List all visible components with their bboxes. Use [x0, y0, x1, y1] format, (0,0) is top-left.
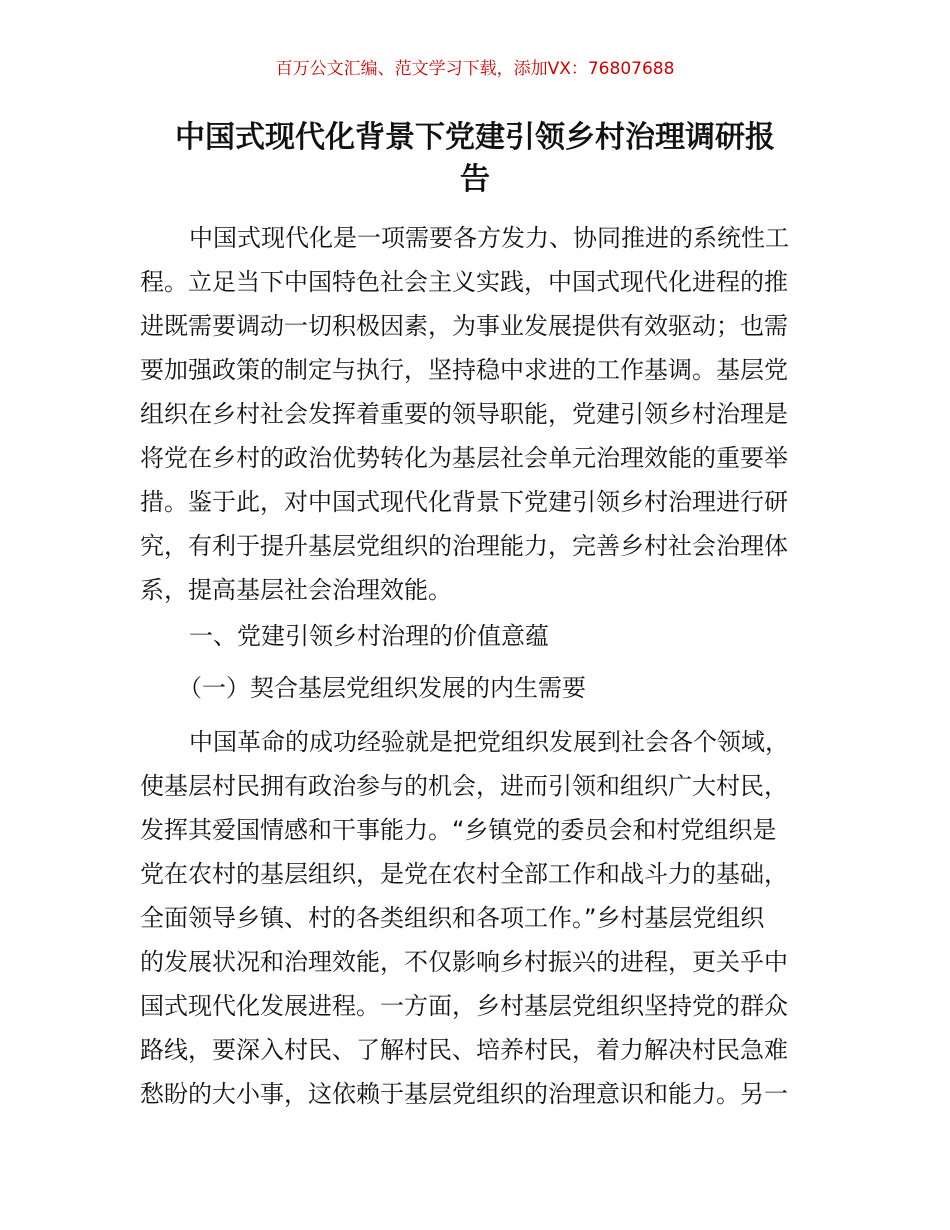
intro-line: 要加强政策的制定与执行，坚持稳中求进的工作基调。基层党	[140, 356, 788, 384]
body-line: 发挥其爱国情感和干事能力。“乡镇党的委员会和村党组织是	[140, 816, 777, 844]
intro-line: 组织在乡村社会发挥着重要的领导职能，党建引领乡村治理是	[140, 400, 788, 428]
body-line: 的发展状况和治理效能，不仅影响乡村振兴的进程，更关乎中	[140, 948, 788, 976]
intro-line: 措。鉴于此，对中国式现代化背景下党建引领乡村治理进行研	[140, 488, 788, 516]
intro-line: 究，有利于提升基层党组织的治理能力，完善乡村社会治理体	[140, 532, 788, 560]
section-subheading: （一）契合基层党组织发展的内生需要	[178, 674, 586, 702]
intro-line: 将党在乡村的政治优势转化为基层社会单元治理效能的重要举	[140, 444, 788, 472]
body-line: 使基层村民拥有政治参与的机会，进而引领和组织广大村民，	[140, 772, 788, 800]
body-line: 路线，要深入村民、了解村民、培养村民，着力解决村民急难	[140, 1036, 788, 1064]
title-line: 中国式现代化背景下党建引领乡村治理调研报	[175, 120, 775, 155]
body-line: 党在农村的基层组织，是党在农村全部工作和战斗力的基础，	[140, 860, 788, 888]
body-line: 愁盼的大小事，这依赖于基层党组织的治理意识和能力。另一	[140, 1080, 788, 1108]
header-note: 百万公文汇编、范文学习下载，添加VX：76807688	[275, 59, 675, 79]
intro-line: 系，提高基层社会治理效能。	[140, 576, 452, 604]
section-heading: 一、党建引领乡村治理的价值意蕴	[189, 622, 549, 650]
intro-line: 程。立足当下中国特色社会主义实践，中国式现代化进程的推	[140, 268, 788, 296]
body-line: 中国革命的成功经验就是把党组织发展到社会各个领域，	[189, 728, 789, 756]
body-line: 全面领导乡镇、村的各类组织和各项工作。”乡村基层党组织	[140, 904, 765, 932]
document-title	[140, 117, 810, 201]
intro-line: 中国式现代化是一项需要各方发力、协同推进的系统性工	[189, 224, 789, 252]
title-line: 告	[460, 162, 490, 197]
body-line: 国式现代化发展进程。一方面，乡村基层党组织坚持党的群众	[140, 992, 788, 1020]
intro-line: 进既需要调动一切积极因素，为事业发展提供有效驱动；也需	[140, 312, 788, 340]
